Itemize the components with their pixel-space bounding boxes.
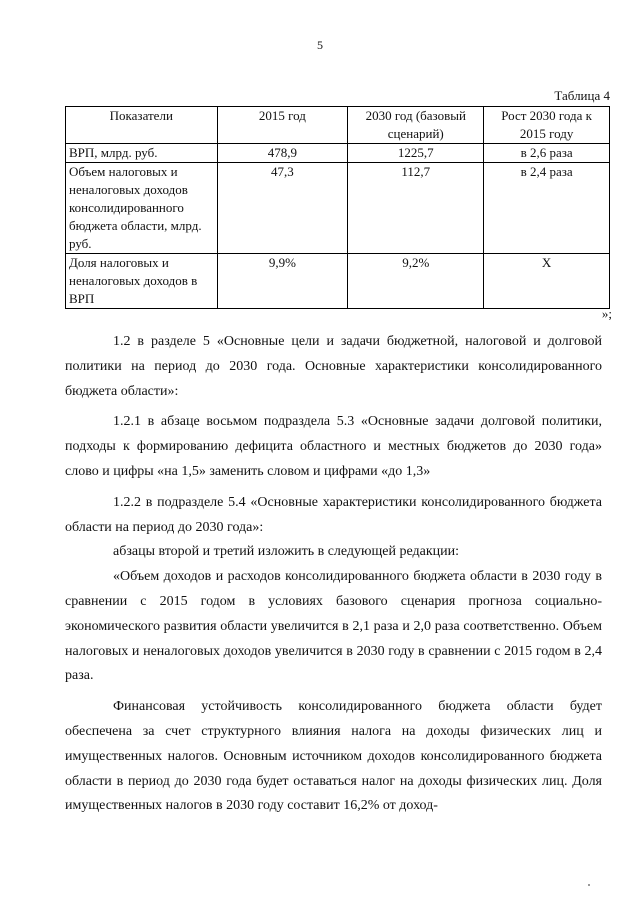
table-row [66, 254, 610, 309]
table-caption: Таблица 4 [554, 88, 610, 103]
cell-indicator: Доля налоговых и неналоговых доходов в ВРП [66, 254, 218, 309]
paragraph: 1.2 в разделе 5 «Основные цели и задачи бюджетной, налоговой и долговой политики на период до 2030 года. Основные характеристики консолидированного бюджета области»: [65, 334, 602, 399]
header-growth: Рост 2030 года к 2015 году [484, 107, 610, 144]
cell-value-2015: 47,3 [217, 163, 348, 254]
paragraph: абзацы второй и третий изложить в следующей редакции: [113, 544, 460, 560]
paragraph: 1.2.1 в абзаце восьмом подраздела 5.3 «Основные задачи долговой политики, подходы к формированию дефицита областного и местных бюджетов до 2030 года» слово и цифры «на 1,5» заменить словом и цифрами «до 1,3» [65, 414, 602, 479]
cell-indicator: ВРП, млрд. руб. [66, 144, 218, 163]
header-2015: 2015 год [217, 107, 348, 144]
table-row [66, 144, 610, 163]
cell-growth: Х [484, 254, 610, 309]
page-number: 5 [317, 38, 323, 52]
table-header-row [66, 107, 610, 144]
cell-value-2030: 112,7 [348, 163, 484, 254]
cell-growth: в 2,4 раза [484, 163, 610, 254]
cell-indicator: Объем налоговых и неналоговых доходов консолидированного бюджета области, млрд. руб. [66, 163, 218, 254]
paragraph: «Объем доходов и расходов консолидированного бюджета области в 2030 году в сравнении с 2015 годом в условиях базового сценария прогноза социально-экономического развития области увеличится в 2,1 раза и 2,0 раза соответственно. Объем налоговых и неналоговых доходов увеличится в 2030 году в сравнении с 2015 годом в 2,4 раза. [65, 569, 602, 684]
header-indicator: Показатели [66, 107, 218, 144]
table-row [66, 163, 610, 254]
data-table [65, 106, 610, 309]
cell-growth: в 2,6 раза [484, 144, 610, 163]
body-text [65, 330, 602, 819]
table-closing-quote: »; [601, 306, 612, 321]
paragraph: 1.2.2 в подразделе 5.4 «Основные характеристики консолидированного бюджета области на период до 2030 года»: [65, 494, 602, 535]
paragraph: Финансовая устойчивость консолидированного бюджета области будет обеспечена за счет структурного влияния налога на доходы физических лиц и имущественных налогов. Основным источником доходов консолидированного бюджета области в период до 2030 года будет оставаться налог на доходы физических лиц. Доля имущественных налогов в 2030 году составит 16,2% от доход- [65, 699, 602, 814]
cell-value-2030: 1225,7 [348, 144, 484, 163]
header-2030: 2030 год (базовый сценарий) [348, 107, 484, 144]
cell-value-2015: 478,9 [217, 144, 348, 163]
scan-speck [588, 884, 590, 886]
cell-value-2030: 9,2% [348, 254, 484, 309]
cell-value-2015: 9,9% [217, 254, 348, 309]
